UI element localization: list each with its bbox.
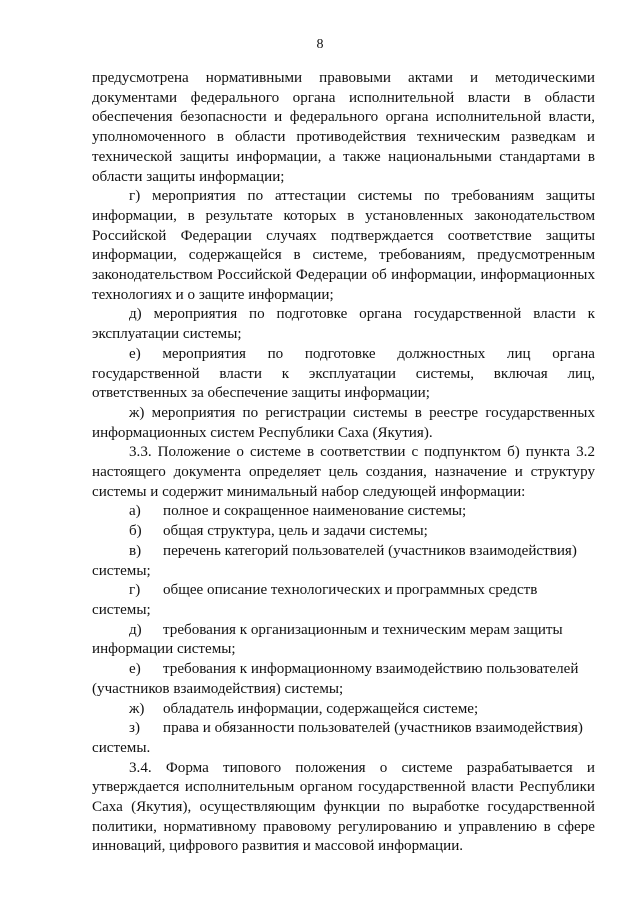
document-body [92, 69, 595, 857]
list-marker: д) [129, 621, 142, 638]
paragraph-item-zh: ж) мероприятия по регистрации системы в реестре государственных информационных систем Республики Саха (Якутия). [92, 404, 595, 441]
paragraph-item-e: е) мероприятия по подготовке должностных лиц органа государственной власти к эксплуатации системы, включая лиц, ответственных за обеспечение защиты информации; [92, 345, 595, 402]
list-marker: б) [129, 523, 142, 540]
list-marker: г) [129, 582, 141, 599]
list-marker: е) [129, 661, 141, 678]
list-text-continuation: системы. [92, 739, 151, 756]
list-item [92, 621, 595, 660]
list-item [92, 700, 595, 720]
paragraph-3-3: 3.3. Положение о системе в соответствии с подпунктом б) пункта 3.2 настоящего документа определяет цель создания, назначение и структуру системы и содержит минимальный набор следующей информации: [92, 444, 595, 500]
list-text: обладатель информации, содержащейся системе; [163, 700, 479, 717]
list-item [92, 581, 595, 620]
list-text-continuation: системы; [92, 562, 151, 579]
list-text: общая структура, цель и задачи системы; [163, 523, 428, 540]
list-text: полное и сокращенное наименование системы; [163, 503, 467, 520]
list-text: общее описание технологических и программных средств [163, 582, 538, 599]
list-item [92, 502, 595, 522]
list-marker: з) [129, 720, 140, 737]
list-marker: в) [129, 542, 142, 559]
list-marker: ж) [129, 700, 145, 717]
paragraph-3-4: 3.4. Форма типового положения о системе разрабатывается и утверждается исполнительным органом государственной власти Республики Саха (Якутия), осуществляющим функции по выработке государственной политики, нормативному правовому регулированию и управлению в сфере инноваций, цифрового развития и массовой информации. [92, 759, 595, 855]
info-list [92, 502, 595, 758]
list-item [92, 719, 595, 758]
list-text: права и обязанности пользователей (участников взаимодействия) [163, 720, 583, 737]
list-item [92, 542, 595, 581]
page-number: 8 [316, 37, 324, 52]
list-text: требования к организационным и техническим мерам защиты [163, 621, 563, 638]
paragraph-item-g: г) мероприятия по аттестации системы по требованиям защиты информации, в результате которых в установленных законодательством Российской Федерации случаях подтверждается соответствие защиты информации, содержащейся в системе, требованиям, предусмотренным законодательством Российской Федерации об информации, информационных технологиях и о защите информации; [92, 188, 595, 303]
paragraph-continuation: предусмотрена нормативными правовыми актами и методическими документами федерального органа исполнительной власти в области обеспечения безопасности и федерального органа исполнительной власти, уполномоченного в области противодействия техническим разведкам и технической защиты информации, а также национальными стандартами в области защиты информации; [92, 70, 595, 185]
list-text-continuation: системы; [92, 601, 151, 618]
list-marker: а) [129, 503, 141, 520]
list-item [92, 660, 595, 699]
list-text-continuation: (участников взаимодействия) системы; [92, 680, 344, 697]
list-text-continuation: информации системы; [92, 641, 236, 658]
paragraph-item-d: д) мероприятия по подготовке органа государственной власти к эксплуатации системы; [92, 306, 595, 343]
list-item [92, 522, 595, 542]
list-text: перечень категорий пользователей (участников взаимодействия) [163, 542, 577, 559]
list-text: требования к информационному взаимодействию пользователей [163, 661, 579, 678]
